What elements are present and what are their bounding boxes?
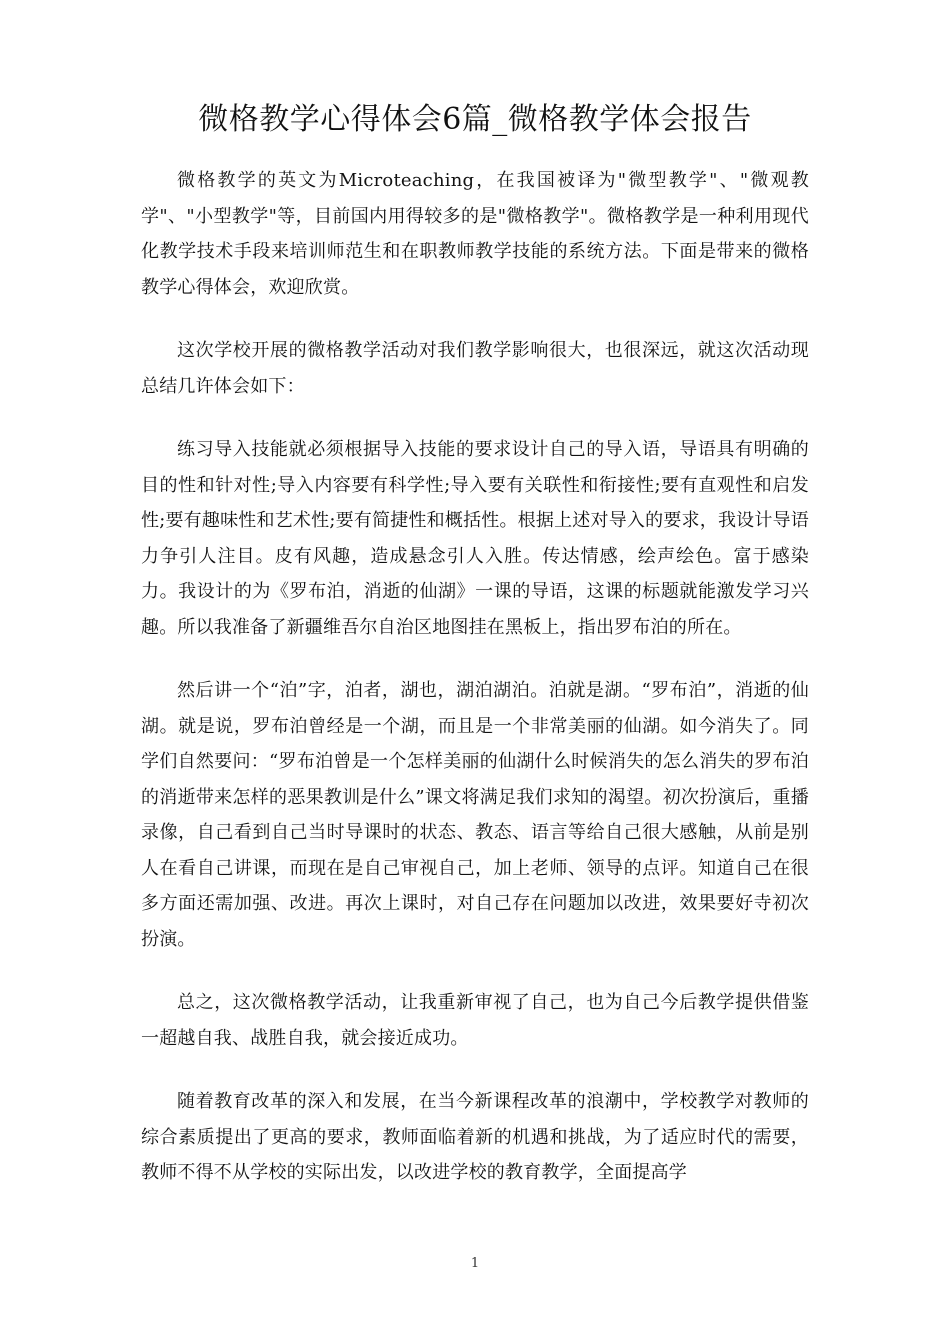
paragraph-education-reform: 随着教育改革的深入和发展，在当今新课程改革的浪潮中，学校教学对教师的综合素质提出了更高的要求，教师面临着新的机遇和挑战，为了适应时代的需要，教师不得不从学校的实际出发，以改进学校的教育教学，全面提高学: [141, 1091, 809, 1183]
paragraph-lop-nur: 然后讲一个“泊”字，泊者，湖也，湖泊湖泊。泊就是湖。“罗布泊”，消逝的仙湖。就是说，罗布泊曾经是一个湖，而且是一个非常美丽的仙湖。如今消失了。同学们自然要问：“罗布泊曾是一个怎样美丽的仙湖什么时候消失的怎么消失的罗布泊的消逝带来怎样的恶果教训是什么”课文将满足我们求知的渴望。初次扮演后，重播录像，自己看到自己当时导课时的状态、教态、语言等给自己很大感触，从前是别人在看自己讲课，而现在是自己审视自己，加上老师、领导的点评。知道自己在很多方面还需加强、改进。再次上课时，对自己存在问题加以改进，效果要好寺初次扮演。: [141, 680, 809, 950]
page-number: 1: [470, 1256, 480, 1271]
document-body: [141, 163, 809, 1219]
document-title: 微格教学心得体会6篇_微格教学体会报告: [198, 102, 752, 137]
paragraph-lead-in-skill: 练习导入技能就必须根据导入技能的要求设计自己的导入语，导语具有明确的目的性和针对性;导入内容要有科学性;导入要有关联性和衔接性;要有直观性和启发性;要有趣味性和艺术性;要有简捷性和概括性。根据上述对导入的要求，我设计导语力争引人注目。皮有风趣，造成悬念引人入胜。传达情感，绘声绘色。富于感染力。我设计的为《罗布泊，消逝的仙湖》一课的导语，这课的标题就能激发学习兴趣。所以我准备了新疆维吾尔自治区地图挂在黑板上，指出罗布泊的所在。: [141, 439, 809, 638]
paragraph-intro: 微格教学的英文为Microteaching，在我国被译为"微型教学"、"微观教学"、"小型教学"等，目前国内用得较多的是"微格教学"。微格教学是一种利用现代化教学技术手段来培训师范生和在职教师教学技能的系统方法。下面是带来的微格教学心得体会，欢迎欣赏。: [141, 170, 809, 298]
paragraph-activity: 这次学校开展的微格教学活动对我们教学影响很大，也很深远，就这次活动现总结几许体会如下：: [141, 340, 809, 397]
paragraph-summary: 总之，这次微格教学活动，让我重新审视了自己，也为自己今后教学提供借鉴一超越自我、战胜自我，就会接近成功。: [141, 992, 809, 1049]
